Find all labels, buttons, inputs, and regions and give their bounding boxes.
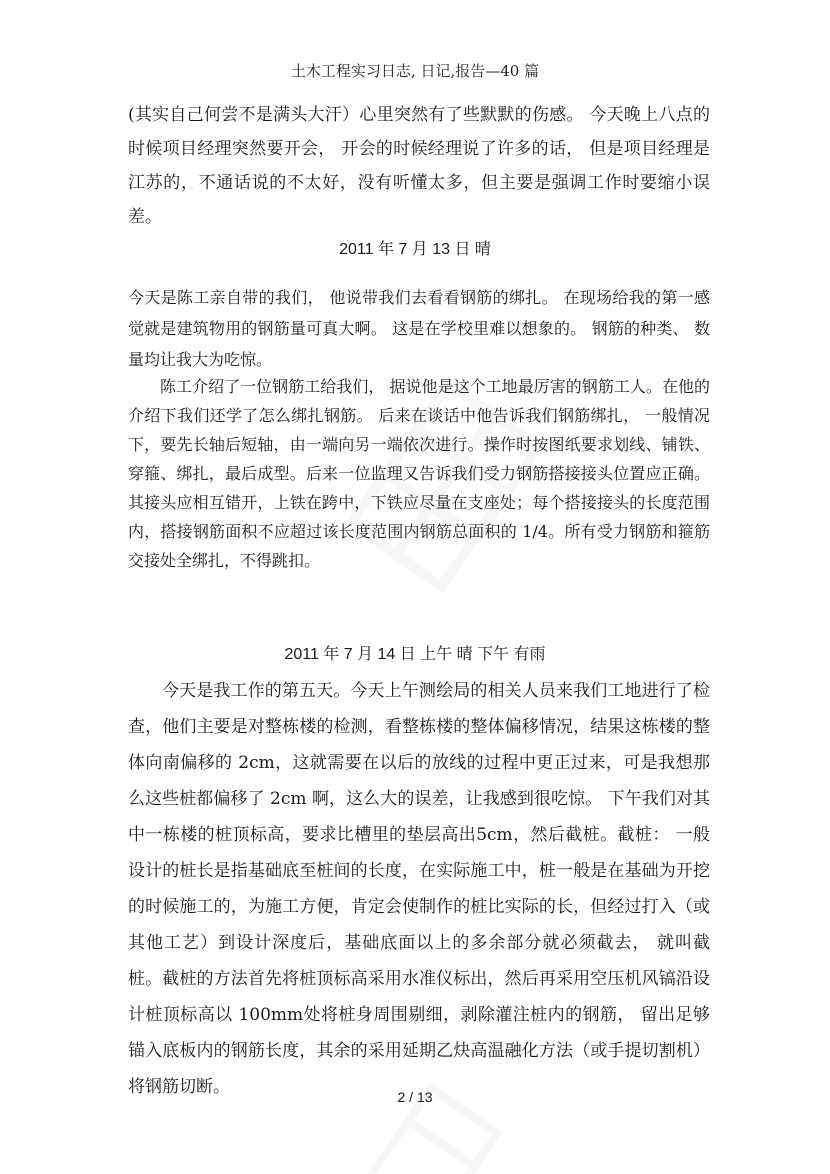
- date-heading-2: 2011 年 7 月 14 日 上午 晴 下午 有雨: [284, 646, 546, 663]
- page-number: 2 / 13: [397, 1089, 433, 1105]
- page-header: 土木工程实习日志, 日记,报告—40 篇: [290, 62, 540, 80]
- paragraph-2: 今天是陈工亲自带的我们， 他说带我们去看看钢筋的绑扎。 在现场给我的第一感觉就是建筑物用的钢筋量可真大啊。 这是在学校里难以想象的。 钢筋的种类、 数量均让我大为吃惊。: [128, 288, 710, 369]
- date-heading-1: 2011 年 7 月 13 日 晴: [339, 241, 491, 258]
- paragraph-1: (其实自己何尝不是满头大汗）心里突然有了些默默的伤感。 今天晚上八点的时候项目经理突然要开会， 开会的时候经理说了许多的话， 但是项目经理是江苏的，不通话说的不太好，没有听懂太多，但主要是强调工作时要缩小误差。: [128, 105, 710, 227]
- paragraph-4: 今天是我工作的第五天。今天上午测绘局的相关人员来我们工地进行了检查，他们主要是对整栋楼的检测，看整栋楼的整体偏移情况，结果这栋楼的整体向南偏移的 2cm，这就需要在以后的放线的过程中更正过来，可是我想那么这些桩都偏移了 2cm 啊，这么大的误差，让我感到很吃惊。 下午我们对其中一栋楼的桩顶标高，要求比槽里的垫层高出5cm，然后截桩。截桩： 一般设计的桩长是指基础底至桩间的长度，在实际施工中，桩一般是在基础为开挖的时候施工的，为施工方便，肯定会使制作的桩比实际的长，但经过打入（或其他工艺）到设计深度后，基础底面以上的多余部分就必须截去， 就叫截桩。截桩的方法首先将桩顶标高采用水准仪标出，然后再采用空压机风镐沿设计桩顶标高以 100mm处将桩身周围剔细，剥除灌注桩内的钢筋， 留出足够锚入底板内的钢筋长度，其余的采用延期乙炔高温融化方法（或手提切割机）将钢筋切断。: [128, 681, 710, 1097]
- paragraph-3: 陈工介绍了一位钢筋工给我们， 据说他是这个工地最厉害的钢筋工人。在他的介绍下我们还学了怎么绑扎钢筋。 后来在谈话中他告诉我们钢筋绑扎， 一般情况下，要先长轴后短轴，由一端向另一端依次进行。操作时按图纸要求划线、铺铁、穿箍、绑扎，最后成型。后来一位监理又告诉我们受力钢筋搭接接头位置应正确。其接头应相互错开，上铁在跨中，下铁应尽量在支座处；每个搭接接头的长度范围内，搭接钢筋面积不应超过该长度范围内钢筋总面积的 1/4。所有受力钢筋和箍筋交接处全绑扎，不得跳扣。: [128, 377, 710, 570]
